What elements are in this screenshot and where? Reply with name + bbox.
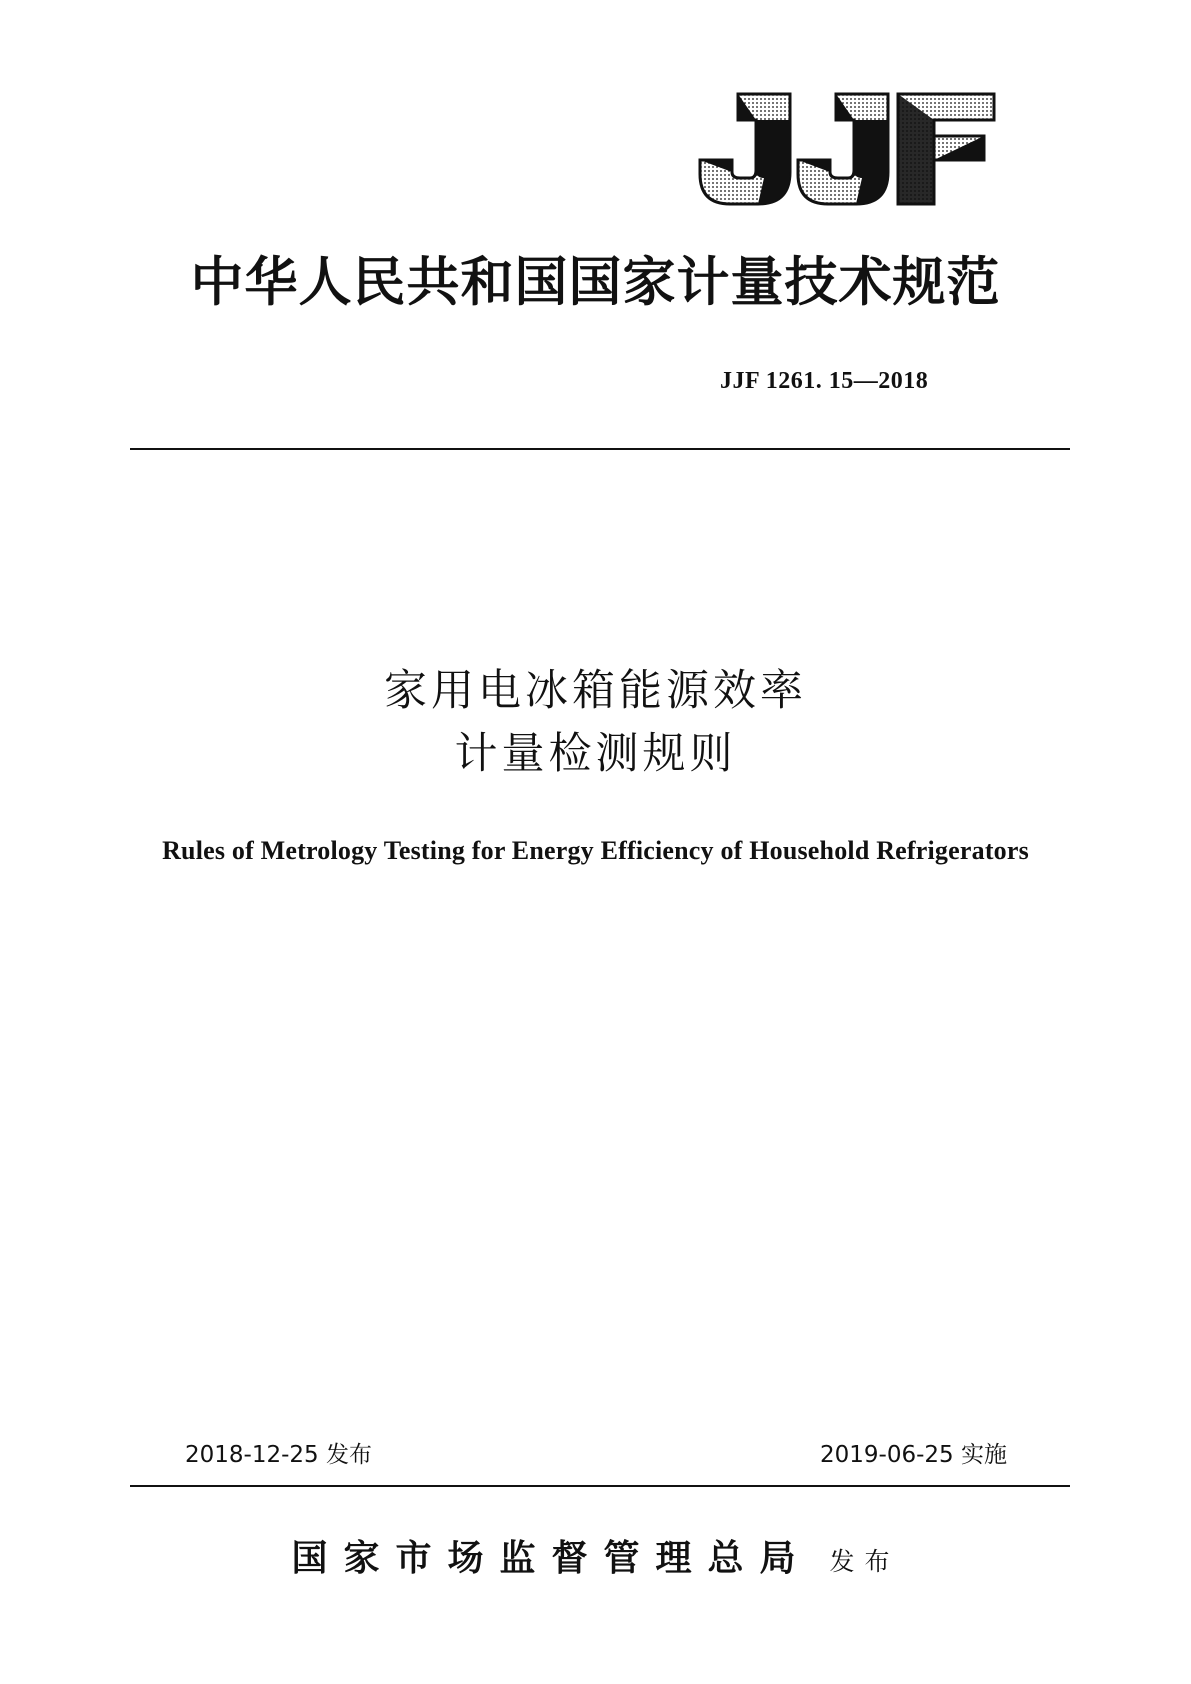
bottom-divider xyxy=(130,1485,1070,1487)
jjf-logo-icon xyxy=(698,90,998,208)
document-title-line1: 家用电冰箱能源效率 xyxy=(384,666,807,716)
main-title: 中华人民共和国国家计量技术规范 xyxy=(190,251,1001,313)
english-title: Rules of Metrology Testing for Energy Efficiency of Household Refrigerators xyxy=(162,836,1029,865)
publisher-action: 发布 xyxy=(829,1547,900,1576)
document-title-line2: 计量检测规则 xyxy=(454,729,737,779)
publisher-organization: 国家市场监督管理总局 xyxy=(291,1537,812,1579)
issue-date: 2018-12-25 发布 xyxy=(185,1442,372,1468)
top-divider xyxy=(130,448,1070,450)
standard-number: JJF 1261. 15—2018 xyxy=(720,368,929,394)
implementation-date: 2019-06-25 实施 xyxy=(820,1442,1007,1468)
publisher-line xyxy=(0,1530,1191,1581)
